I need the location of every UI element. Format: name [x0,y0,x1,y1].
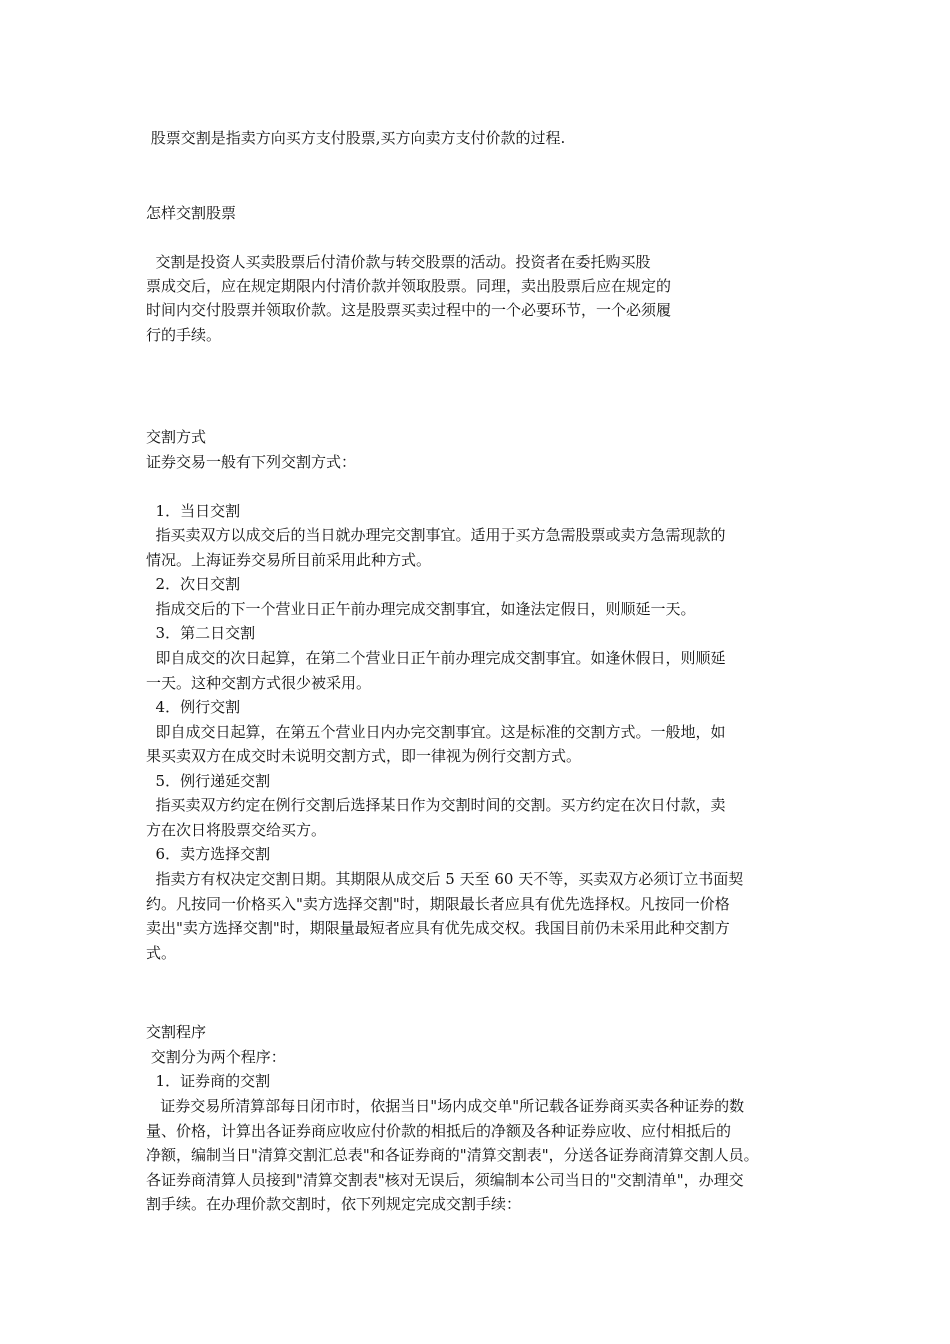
paragraph-line: 指成交后的下一个营业日正午前办理完成交割事宜，如逢法定假日，则顺延一天。 [146,600,696,618]
list-item-title: 5．例行递延交割 [146,772,271,790]
list-item-title: 1．证券商的交割 [146,1072,271,1090]
paragraph-line: 交割分为两个程序： [146,1048,286,1066]
paragraph-line: 交割是投资人买卖股票后付清价款与转交股票的活动。投资者在委托购买股 [146,253,651,271]
paragraph-line: 量、价格，计算出各证券商应收应付价款的相抵后的净额及各种证券应收、应付相抵后的 [146,1122,732,1140]
paragraph-line: 指卖方有权决定交割日期。其期限从成交后 5 天至 60 天不等，买卖双方必须订立书面契 [146,870,744,888]
paragraph-line: 票成交后，应在规定期限内付清价款并领取股票。同理，卖出股票后应在规定的 [146,277,672,295]
intro-sentence: 股票交割是指卖方向买方支付股票,买方向卖方支付价款的过程. [146,129,566,147]
paragraph-line: 情况。上海证券交易所目前采用此种方式。 [146,551,432,569]
paragraph-line: 指买卖双方以成交后的当日就办理完交割事宜。适用于买方急需股票或卖方急需现款的 [146,526,726,544]
paragraph-line: 式。 [146,944,177,962]
paragraph-line: 果买卖双方在成交时未说明交割方式，即一律视为例行交割方式。 [146,747,582,765]
list-item-title: 3．第二日交割 [146,624,256,642]
paragraph-line: 割手续。在办理价款交割时，依下列规定完成交割手续： [146,1195,522,1213]
paragraph-line: 即自成交日起算，在第五个营业日内办完交割事宜。这是标准的交割方式。一般地，如 [146,723,726,741]
paragraph-line: 净额，编制当日"清算交割汇总表"和各证券商的"清算交割表"，分送各证券商清算交割人员。 [146,1146,759,1164]
paragraph-line: 时间内交付股票并领取价款。这是股票买卖过程中的一个必要环节，一个必须履 [146,301,672,319]
list-item-title: 2．次日交割 [146,575,241,593]
paragraph-line: 卖出"卖方选择交割"时，期限量最短者应具有优先成交权。我国目前仍未采用此种交割方 [146,919,730,937]
paragraph-line: 约。凡按同一价格买入"卖方选择交割"时，期限最长者应具有优先选择权。凡按同一价格 [146,895,730,913]
list-item-title: 6．卖方选择交割 [146,845,271,863]
paragraph-line: 即自成交的次日起算，在第二个营业日正午前办理完成交割事宜。如逢休假日，则顺延 [146,649,726,667]
paragraph-line: 方在次日将股票交给买方。 [146,821,327,839]
paragraph-line: 证券交易所清算部每日闭市时，依据当日"场内成交单"所记载各证券商买卖各种证券的数 [146,1097,745,1115]
paragraph-line: 一天。这种交割方式很少被采用。 [146,674,372,692]
paragraph-line: 各证券商清算人员接到"清算交割表"核对无误后，须编制本公司当日的"交割清单"，办理交 [146,1171,744,1189]
list-item-title: 1．当日交割 [146,502,241,520]
paragraph-line: 行的手续。 [146,326,222,344]
paragraph-line: 证券交易一般有下列交割方式： [146,453,357,471]
section-heading-delivery-procedure: 交割程序 [146,1023,207,1041]
section-heading-how-to-deliver: 怎样交割股票 [146,204,237,222]
section-heading-delivery-methods: 交割方式 [146,428,207,446]
list-item-title: 4．例行交割 [146,698,241,716]
paragraph-line: 指买卖双方约定在例行交割后选择某日作为交割时间的交割。买方约定在次日付款，卖 [146,796,726,814]
